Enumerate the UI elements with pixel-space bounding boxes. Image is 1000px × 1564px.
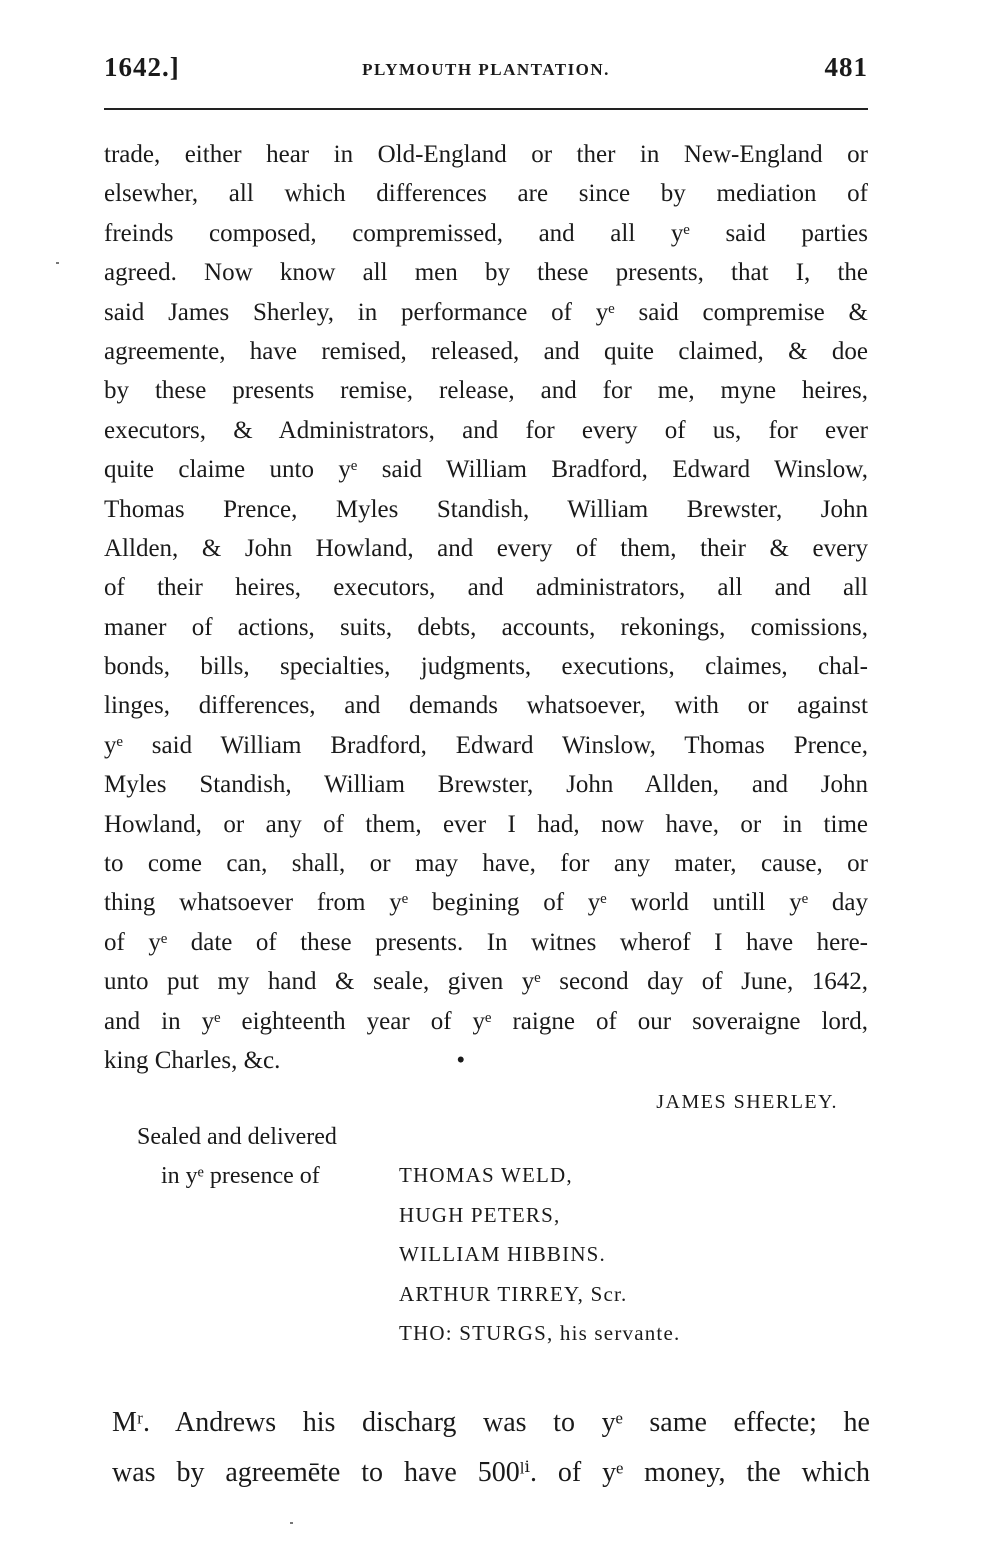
- text-line: Howland, or any of them, ever I had, now have, or in time: [104, 810, 868, 838]
- witness-name: THO: STURGS, his servante.: [399, 1321, 681, 1345]
- text-line: thing whatsoever from yᵉ begining of yᵉ world untill yᵉ day: [104, 889, 868, 917]
- text-line: executors, & Administrators, and for every of us, for ever: [104, 416, 868, 444]
- witness-name: THOMAS WELD,: [399, 1163, 573, 1187]
- text-line: linges, differences, and demands whatsoever, with or against: [104, 692, 868, 720]
- text-line: and in yᵉ eighteenth year of yᵉ raigne of our soveraigne lord,: [104, 1007, 868, 1035]
- running-header: [104, 52, 868, 92]
- text-line: Allden, & John Howland, and every of them, their & every: [104, 534, 868, 562]
- witness-list: [399, 1156, 799, 1354]
- text-line: maner of actions, suits, debts, accounts, rekonings, comissions,: [104, 613, 868, 641]
- last-line-text: king Charles, &c.: [104, 1046, 281, 1074]
- scan-speck: [290, 1522, 293, 1524]
- sealed-line-1: Sealed and delivered: [137, 1124, 337, 1150]
- text-line: unto put my hand & seale, given yᵉ second day of June, 1642,: [104, 968, 868, 996]
- text-line-last: [104, 1041, 868, 1080]
- text-line: bonds, bills, specialties, judgments, executions, claimes, chal-: [104, 653, 868, 681]
- text-line: to come can, shall, or may have, for any mater, cause, or: [104, 850, 868, 878]
- text-line: said James Sherley, in performance of yᵉ said compremise &: [104, 298, 868, 326]
- text-line: quite claime unto yᵉ said William Bradford, Edward Winslow,: [104, 456, 868, 484]
- witness-name: WILLIAM HIBBINS.: [399, 1242, 607, 1266]
- text-line: trade, either hear in Old-England or ther in New-England or: [104, 141, 868, 168]
- text-line: by these presents remise, release, and for me, myne heires,: [104, 377, 868, 405]
- signature-name: JAMES SHERLEY.: [656, 1091, 838, 1113]
- text-line: agreemente, have remised, released, and quite claimed, & doe: [104, 337, 868, 365]
- text-line: yᵉ said William Bradford, Edward Winslow, Thomas Prence,: [104, 731, 868, 759]
- stray-mark: •: [456, 1046, 466, 1074]
- header-title: PLYMOUTH PLANTATION.: [362, 60, 610, 79]
- text-line: Myles Standish, William Brewster, John Allden, and John: [104, 771, 868, 799]
- body-text: [104, 135, 868, 1080]
- text-line: agreed. Now know all men by these presents, that I, the: [104, 259, 868, 287]
- text-line: freinds composed, compremissed, and all yᵉ said parties: [104, 219, 868, 247]
- signature: [104, 1082, 868, 1122]
- sealed-line-2: in yᵉ presence of: [161, 1163, 320, 1189]
- header-year: 1642.]: [104, 52, 180, 82]
- text-line: of yᵉ date of these presents. In witnes wherof I have here-: [104, 928, 868, 956]
- paragraph: [112, 1398, 870, 1498]
- text-line: elsewher, all which differences are since by mediation of: [104, 180, 868, 208]
- paragraph-line: was by agreemēte to have 500ˡⁱ. of yᵉ money, the which: [112, 1457, 870, 1488]
- text-line: of their heires, executors, and administrators, all and all: [104, 574, 868, 602]
- page-number: 481: [824, 52, 868, 82]
- scan-speck: [56, 262, 59, 264]
- text-line: Thomas Prence, Myles Standish, William Brewster, John: [104, 495, 868, 523]
- header-rule: [104, 108, 868, 110]
- witness-name: ARTHUR TIRREY, Scr.: [399, 1281, 628, 1306]
- paragraph-line: Mʳ. Andrews his discharg was to yᵉ same effecte; he: [112, 1407, 870, 1438]
- witness-name: HUGH PETERS,: [399, 1202, 561, 1227]
